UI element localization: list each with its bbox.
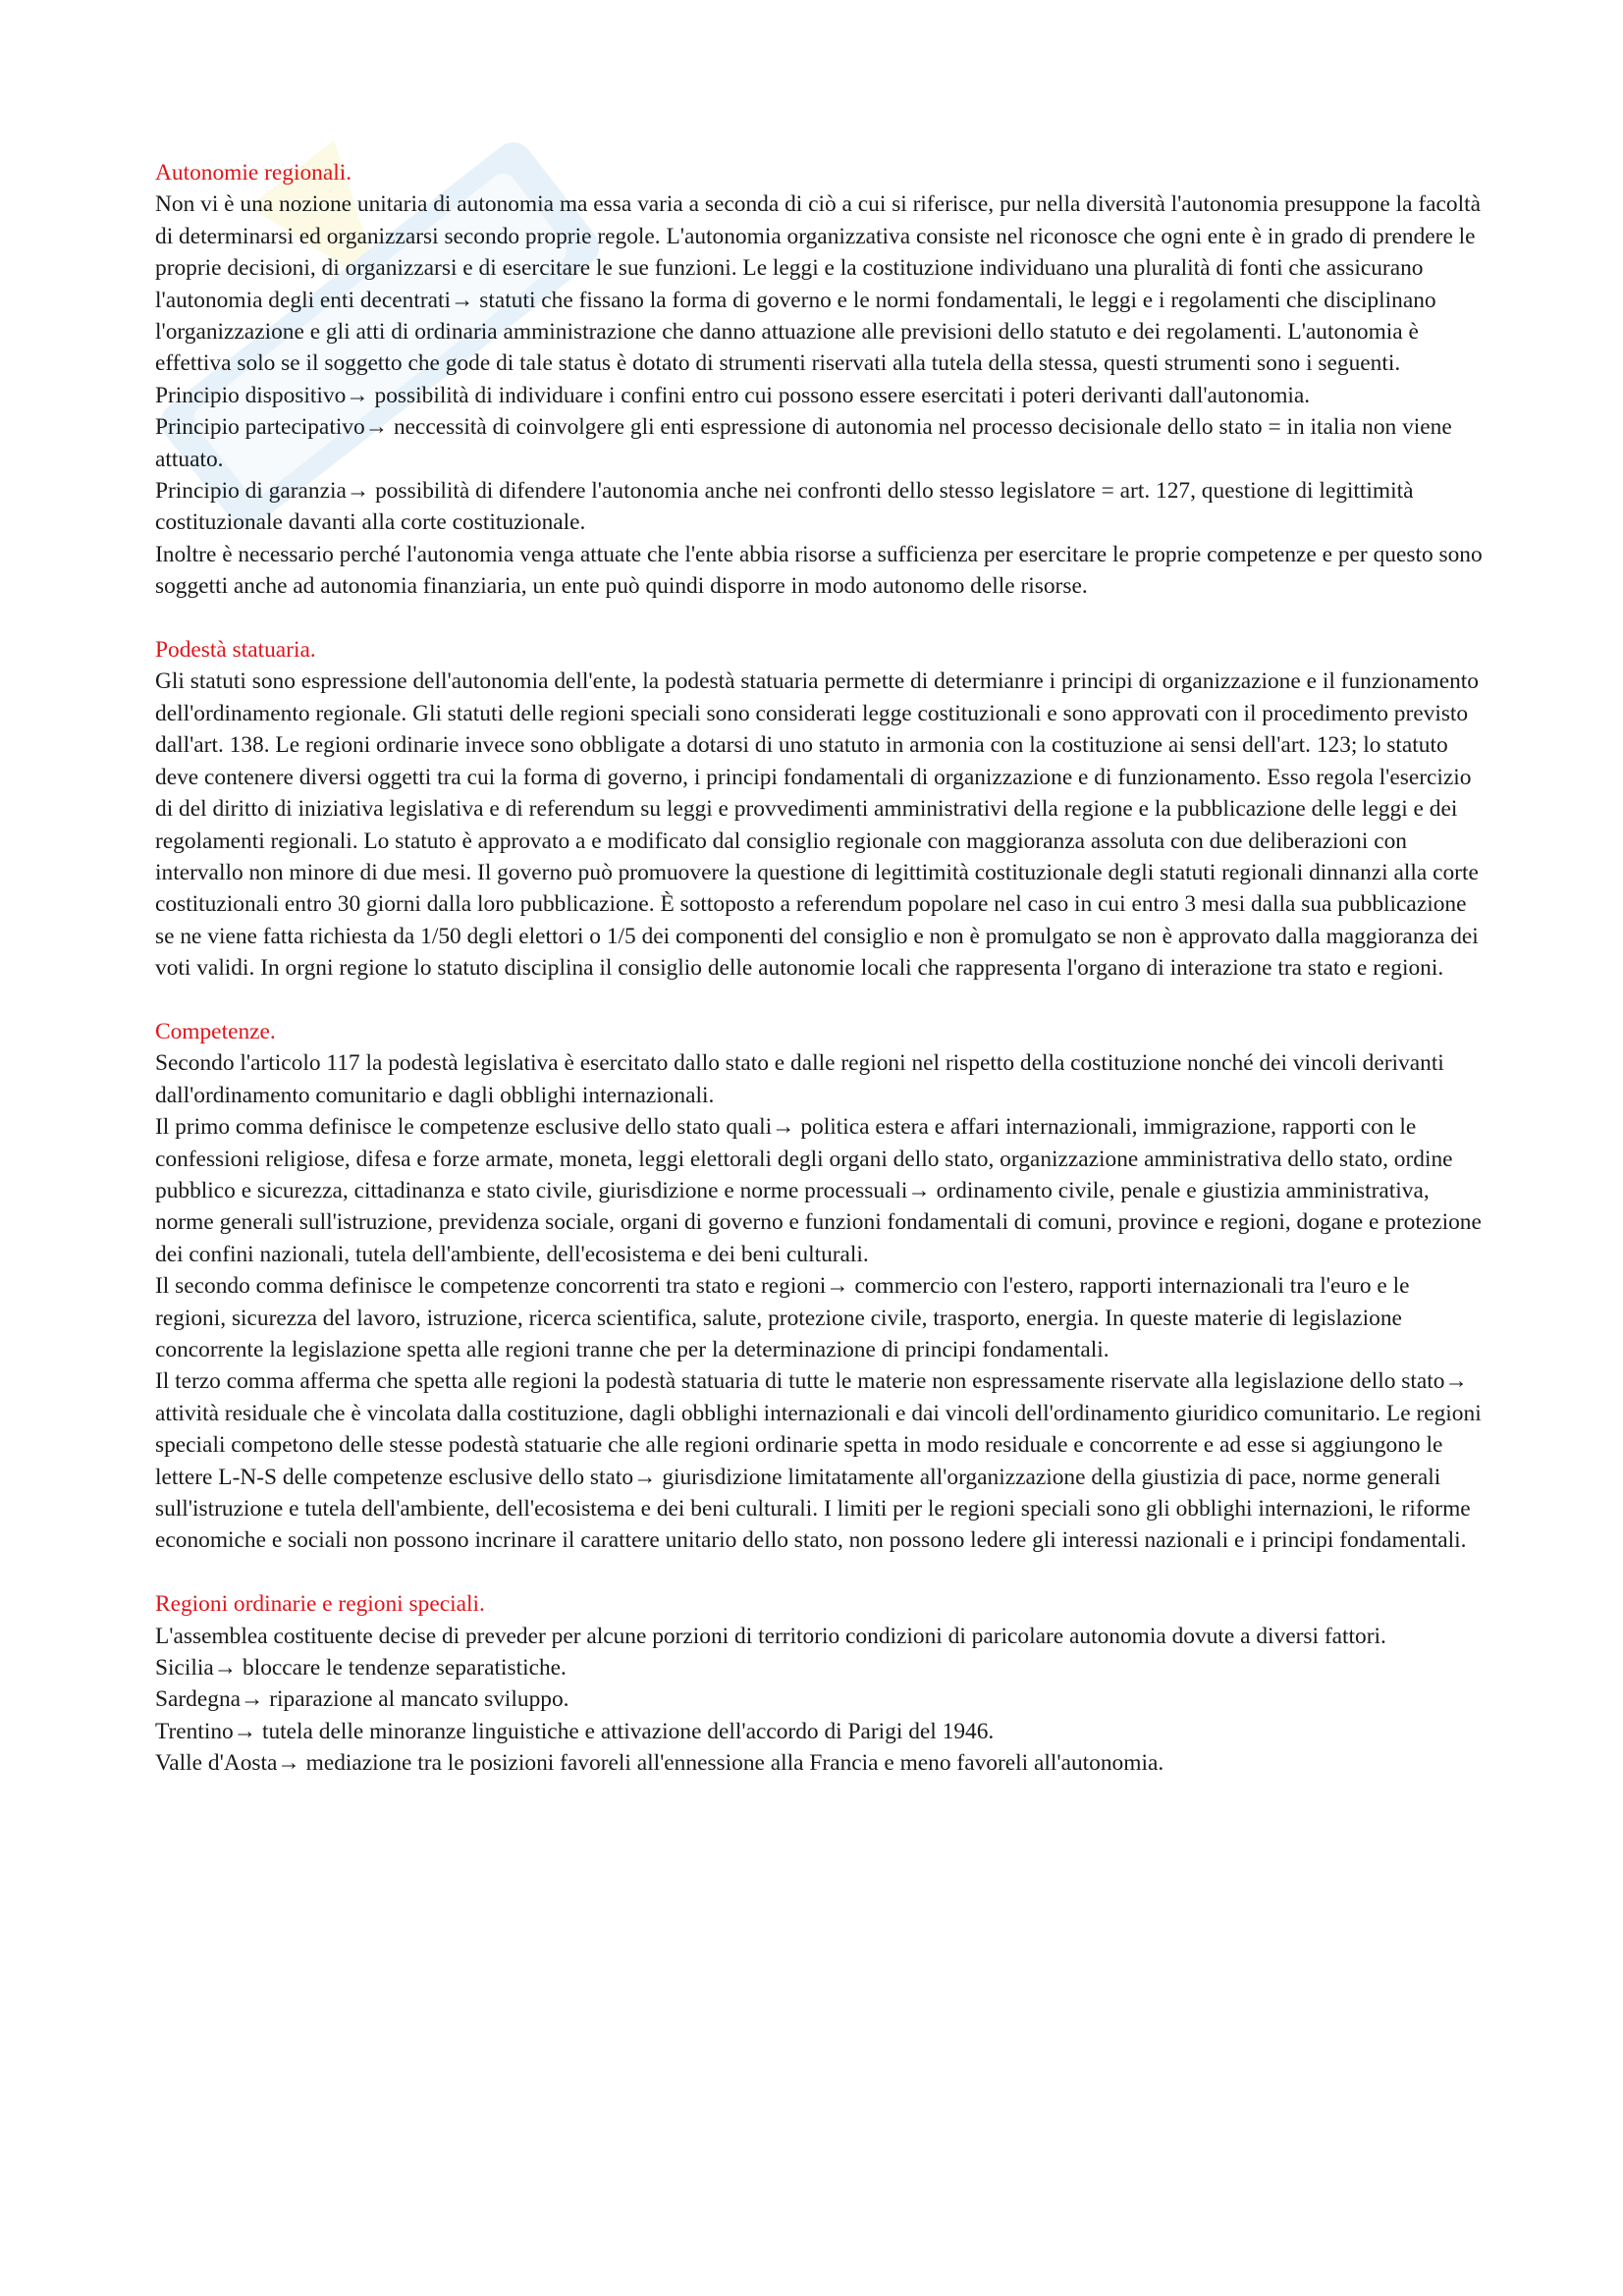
- list-item: Sicilia→ bloccare le tendenze separatistiche.: [155, 1655, 567, 1682]
- section-heading: Podestà statuaria.: [155, 637, 316, 664]
- paragraph: Il primo comma definisce le competenze esclusive dello stato quali→ politica estera e affari internazionali, immigrazione, rapporti con le confessioni religiose, difesa e forze armate, moneta, leggi elettorali degli organi dello stato, organizzazione amministrativa dello stato, ordine pubblico e sicurezza, cittadinanza e stato civile, giurisdizione e norme processuali→ ordinamento civile, penale e giustizia amministrativa, norme generali sull'istruzione, previdenza sociale, organi di governo e funzioni fondamentali di comuni, province e regioni, dogane e protezione dei confini nazionali, tutela dell'ambiente, dell'ecosistema e dei beni culturali.: [155, 1114, 1482, 1267]
- paragraph: Il secondo comma definisce le competenze concorrenti tra stato e regioni→ commercio con l'estero, rapporti internazionali tra l'euro e le regioni, sicurezza del lavoro, istruzione, ricerca scientifica, salute, protezione civile, trasporto, energia. In queste materie di legislazione concorrente la legislazione spetta alle regioni tranne che per la determinazione di principi fondamentali.: [155, 1273, 1410, 1362]
- list-item: Sardegna→ riparazione al mancato sviluppo.: [155, 1686, 569, 1713]
- paragraph: Non vi è una nozione unitaria di autonomia ma essa varia a seconda di ciò a cui si riferisce, pur nella diversità l'autonomia presuppone la facoltà di determinarsi ed organizzarsi secondo proprie regole. L'autonomia organizzativa consiste nel riconosce che ogni ente è in grado di prendere le proprie decisioni, di organizzarsi e di esercitare le sue funzioni. Le leggi e la costituzione individuano una pluralità di fonti che assicurano l'autonomia degli enti decentrati→ statuti che fissano la forma di governo e le normi fondamentali, le leggi e i regolamenti che disciplinano l'organizzazione e gli atti di ordinaria amministrazione che danno attuazione alle previsioni dello statuto e dei regolamenti. L'autonomia è effettiva solo se il soggetto che gode di tale status è dotato di strumenti riservati alla tutela della stessa, questi strumenti sono i seguenti.: [155, 191, 1481, 377]
- paragraph: Principio di garanzia→ possibilità di difendere l'autonomia anche nei confronti dello stesso legislatore = art. 127, questione di legittimità costituzionale davanti alla corte costituzionale.: [155, 478, 1414, 536]
- section-heading: Competenze.: [155, 1018, 276, 1044]
- section-competenze: [155, 1016, 1483, 1557]
- list-item: Valle d'Aosta→ mediazione tra le posizioni favoreli all'ennessione alla Francia e meno favoreli all'autonomia.: [155, 1750, 1164, 1777]
- section-autonomie-regionali: [155, 157, 1483, 603]
- section-heading: Autonomie regionali.: [155, 160, 352, 186]
- paragraph: Principio partecipativo→ neccessità di coinvolgere gli enti espressione di autonomia nel processo decisionale dello stato = in italia non viene attuato.: [155, 414, 1452, 472]
- section-podesta-statuaria: [155, 634, 1483, 984]
- paragraph: Inoltre è necessario perché l'autonomia venga attuate che l'ente abbia risorse a sufficienza per esercitare le proprie competenze e per questo sono soggetti anche ad autonomia finanziaria, un ente può quindi disporre in modo autonomo delle risorse.: [155, 541, 1483, 600]
- paragraph: Principio dispositivo→ possibilità di individuare i confini entro cui possono essere esercitati i poteri derivanti dall'autonomia.: [155, 382, 1311, 408]
- paragraph: Secondo l'articolo 117 la podestà legislativa è esercitato dallo stato e dalle regioni nel rispetto della costituzione nonché dei vincoli derivanti dall'ordinamento comunitario e dagli obblighi internazionali.: [155, 1050, 1444, 1108]
- paragraph: L'assemblea costituente decise di preveder per alcune porzioni di territorio condizioni di paricolare autonomia dovute a diversi fattori.: [155, 1623, 1386, 1649]
- section-regioni-ordinarie-speciali: [155, 1588, 1483, 1779]
- paragraph: Gli statuti sono espressione dell'autonomia dell'ente, la podestà statuaria permette di determianre i principi di organizzazione e il funzionamento dell'ordinamento regionale. Gli statuti delle regioni speciali sono considerati legge costituzionali e sono approvati con il procedimento previsto dall'art. 138. Le regioni ordinarie invece sono obbligate a dotarsi di uno statuto in armonia con la costituzione ai sensi dell'art. 123; lo statuto deve contenere diversi oggetti tra cui la forma di governo, i principi fondamentali di organizzazione e di funzionamento. Esso regola l'esercizio di del diritto di iniziativa legislativa e di referendum su leggi e provvedimenti amministrativi della regione e la pubblicazione delle leggi e dei regolamenti regionali. Lo statuto è approvato a e modificato dal consiglio regionale con maggioranza assoluta con due deliberazioni con intervallo non minore di due mesi. Il governo può promuovere la questione di legittimità costituzionale degli statuti regionali dinnanzi alla corte costituzionali entro 30 giorni dalla loro pubblicazione. È sottoposto a referendum popolare nel caso in cui entro 3 mesi dalla sua pubblicazione se ne viene fatta richiesta da 1/50 degli elettori o 1/5 dei componenti del consiglio e non è promulgato se non è approvato dalla maggioranza dei voti validi. In orgni regione lo statuto disciplina il consiglio delle autonomie locali che rappresenta l'organo di interazione tra stato e regioni.: [155, 668, 1479, 982]
- paragraph: Il terzo comma afferma che spetta alle regioni la podestà statuaria di tutte le materie non espressamente riservate alla legislazione dello stato→ attività residuale che è vincolata dalla costituzione, dagli obblighi internazionali e dai vincoli dell'ordinamento giuridico comunitario. Le regioni speciali competono delle stesse podestà statuarie che alle regioni ordinarie spetta in modo residuale e concorrente e ad esse si aggiungono le lettere L-N-S delle competenze esclusive dello stato→ giurisdizione limitatamente all'organizzazione della giustizia di pace, norme generali sull'istruzione e tutela dell'ambiente, dell'ecosistema e dei beni culturali. I limiti per le regioni speciali sono gli obblighi internazioni, le riforme economiche e sociali non possono incrinare il carattere unitario dello stato, non possono ledere gli interessi nazionali e i principi fondamentali.: [155, 1368, 1482, 1554]
- list-item: Trentino→ tutela delle minoranze linguistiche e attivazione dell'accordo di Parigi del 1946.: [155, 1718, 995, 1744]
- document-page: [155, 157, 1483, 1811]
- section-heading: Regioni ordinarie e regioni speciali.: [155, 1591, 485, 1618]
